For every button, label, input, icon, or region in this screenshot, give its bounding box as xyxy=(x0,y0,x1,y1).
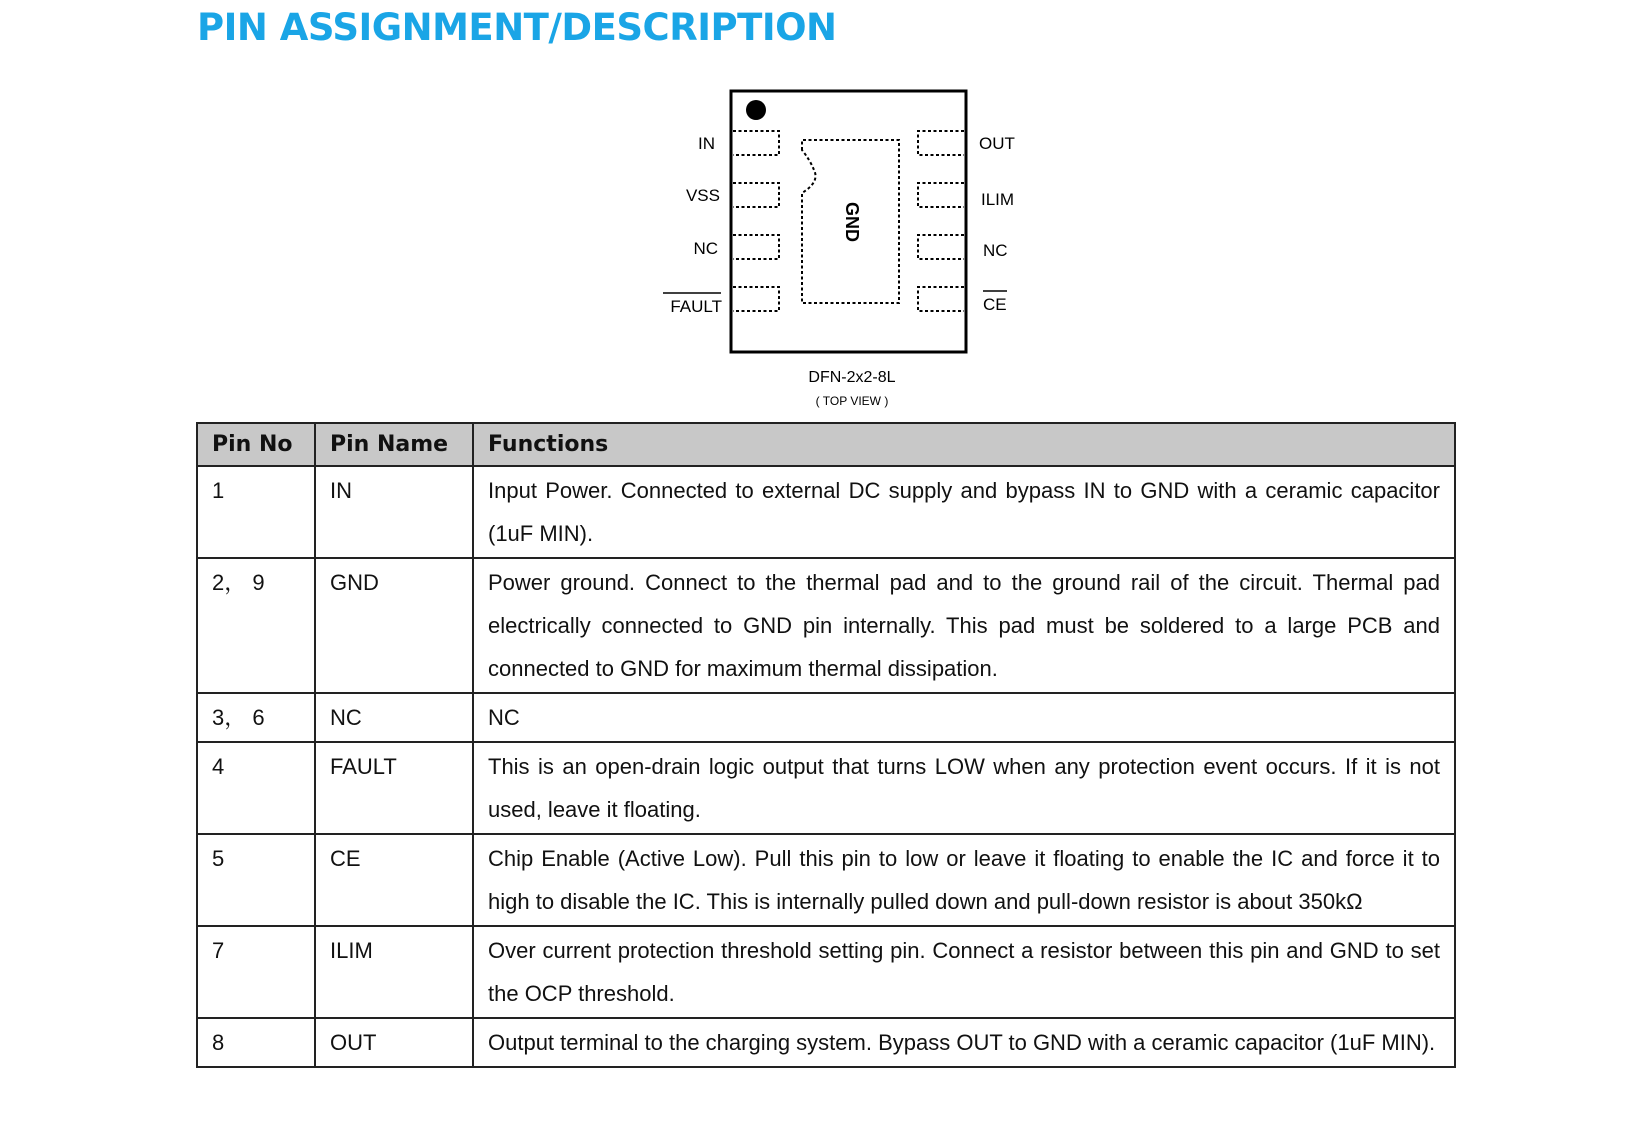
pin-diagram xyxy=(0,0,1642,420)
pad-pin-7 xyxy=(918,183,964,207)
pin-table xyxy=(196,422,1456,1068)
header-pin-name: Pin Name xyxy=(315,423,473,466)
table-row xyxy=(197,466,1455,558)
function-cell: NC xyxy=(473,693,1455,742)
pin-label-in: IN xyxy=(698,134,715,153)
pad-pin-2 xyxy=(733,183,779,207)
package-name: DFN-2x2-8L xyxy=(808,369,896,386)
view-label: ( TOP VIEW ) xyxy=(815,394,889,408)
pin1-marker xyxy=(746,100,766,120)
function-cell: Output terminal to the charging system. Bypass OUT to GND with a ceramic capacitor (1uF MIN). xyxy=(473,1018,1455,1067)
function-cell: Power ground. Connect to the thermal pad and to the ground rail of the circuit. Thermal pad electrically connected to GND pin internally. This pad must be soldered to a large PCB and connected to GND for maximum thermal dissipation. xyxy=(473,558,1455,693)
pin-name-cell: IN xyxy=(315,466,473,558)
table-row xyxy=(197,1018,1455,1067)
function-cell: Input Power. Connected to external DC supply and bypass IN to GND with a ceramic capacitor (1uF MIN). xyxy=(473,466,1455,558)
pin-label-nc-right: NC xyxy=(983,241,1008,260)
table-row xyxy=(197,693,1455,742)
pin-name-cell: FAULT xyxy=(315,742,473,834)
pin-label-ilim: ILIM xyxy=(981,190,1015,209)
thermal-pad-label: GND xyxy=(842,202,862,242)
pin-label-nc-left: NC xyxy=(693,239,718,258)
header-pin-no: Pin No xyxy=(197,423,315,466)
pin-name-cell: GND xyxy=(315,558,473,693)
pin-no-cell: 2， 9 xyxy=(197,558,315,693)
table-row xyxy=(197,742,1455,834)
pad-pin-6 xyxy=(918,235,964,259)
pin-label-out: OUT xyxy=(979,134,1015,153)
pin-name-cell: OUT xyxy=(315,1018,473,1067)
table-row xyxy=(197,926,1455,1018)
pin-name-cell: CE xyxy=(315,834,473,926)
pin-no-cell: 8 xyxy=(197,1018,315,1067)
page-title: PIN ASSIGNMENT/DESCRIPTION xyxy=(197,6,837,49)
pin-name-cell: NC xyxy=(315,693,473,742)
pin-label-ce: CE xyxy=(983,295,1007,314)
pad-pin-3 xyxy=(733,235,779,259)
function-cell: This is an open-drain logic output that turns LOW when any protection event occurs. If it is not used, leave it floating. xyxy=(473,742,1455,834)
pin-no-cell: 3， 6 xyxy=(197,693,315,742)
right-pads xyxy=(918,131,964,311)
pad-pin-5 xyxy=(918,287,964,311)
pin-name-cell: ILIM xyxy=(315,926,473,1018)
pin-no-cell: 4 xyxy=(197,742,315,834)
table-header-row xyxy=(197,423,1455,466)
pin-label-vss: VSS xyxy=(685,186,720,205)
header-functions: Functions xyxy=(473,423,1455,466)
left-pads xyxy=(733,131,779,311)
table-row xyxy=(197,834,1455,926)
function-cell: Chip Enable (Active Low). Pull this pin to low or leave it floating to enable the IC and force it to high to disable the IC. This is internally pulled down and pull-down resistor is about 350kΩ xyxy=(473,834,1455,926)
pad-pin-4 xyxy=(733,287,779,311)
pad-pin-1 xyxy=(733,131,779,155)
pad-pin-8 xyxy=(918,131,964,155)
pin-no-cell: 1 xyxy=(197,466,315,558)
pin-no-cell: 5 xyxy=(197,834,315,926)
table-row xyxy=(197,558,1455,693)
pin-no-cell: 7 xyxy=(197,926,315,1018)
function-cell: Over current protection threshold setting pin. Connect a resistor between this pin and GND to set the OCP threshold. xyxy=(473,926,1455,1018)
pin-label-fault: FAULT xyxy=(670,297,722,316)
